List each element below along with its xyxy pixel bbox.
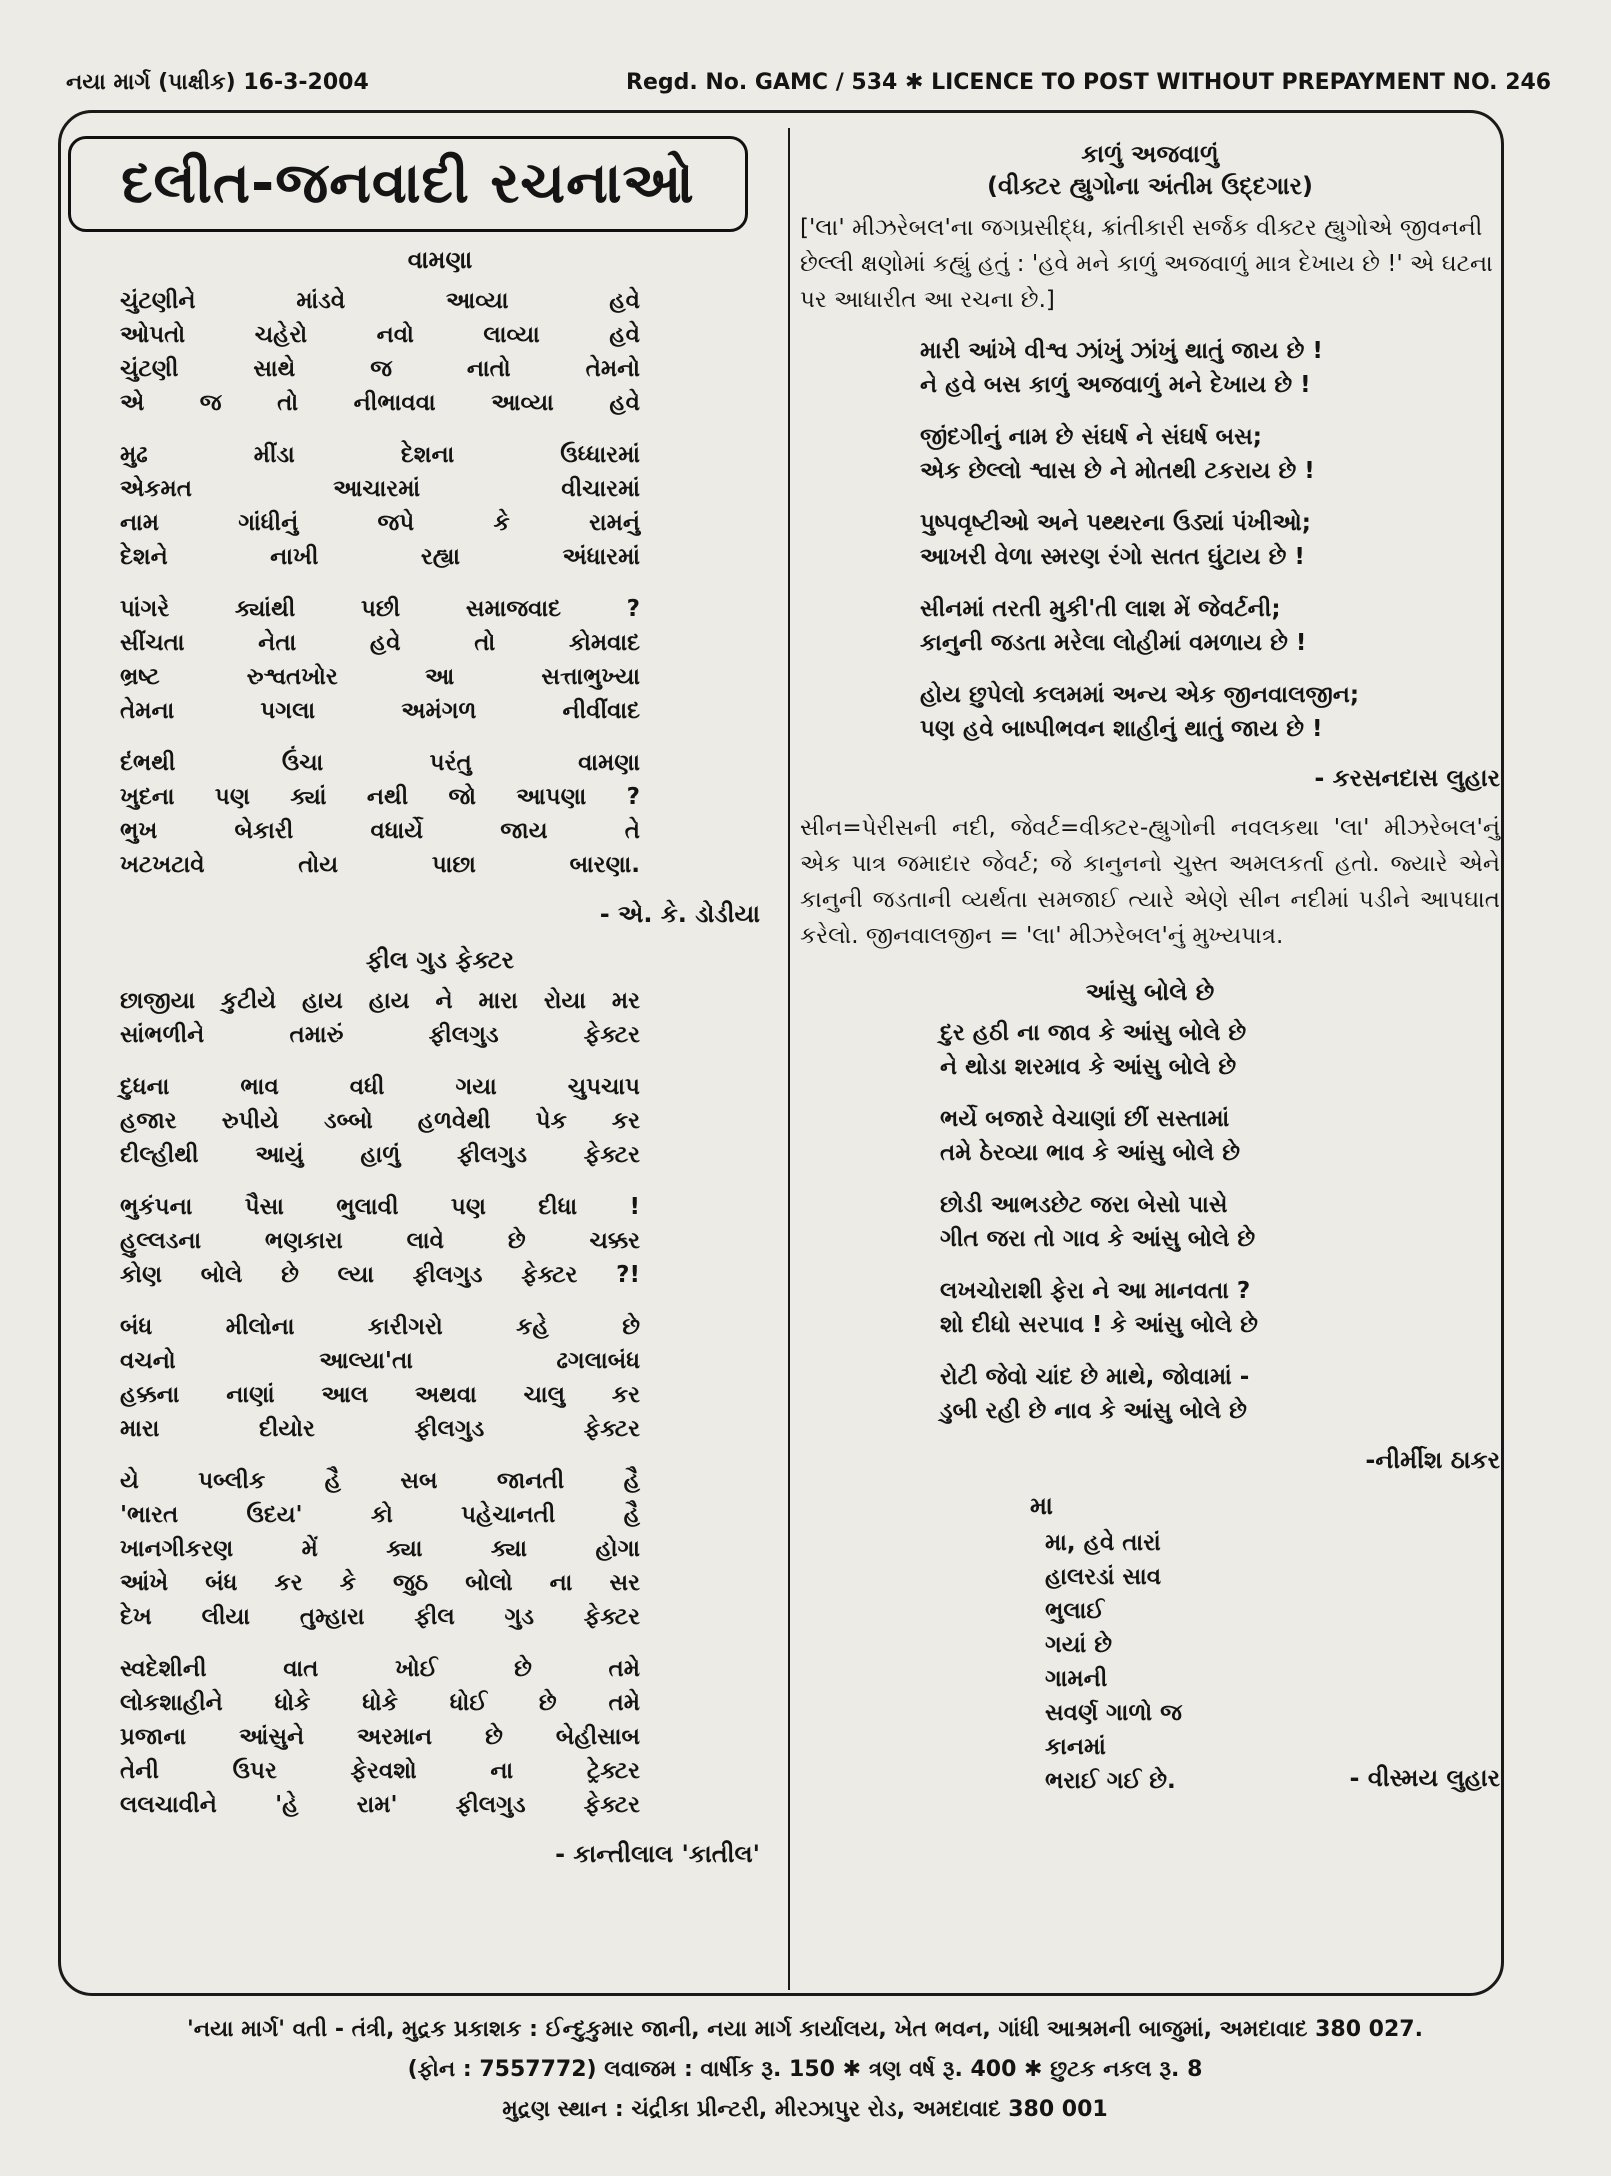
poem-line: શો દીધો સરપાવ ! કે આંસુ બોલે છે <box>940 1312 1258 1338</box>
poem-line: એ જ તો નીભાવવા આવ્યા હવે <box>120 390 640 416</box>
poem-line: આખરી વેળા સ્મરણ રંગો સતત ઘુંટાય છે ! <box>920 544 1305 570</box>
poem-line: હોય છુપેલો કલમમાં અન્ય એક જીનવાલજીન; <box>920 682 1360 708</box>
poem-line: સીંચતા નેતા હવે તો કોમવાદ <box>120 630 640 656</box>
poem-line: તેની ઉપર ફેરવશો ના ટ્રેક્ટર <box>120 1758 640 1784</box>
poem-line: પણ હવે બાષ્પીભવન શાહીનું થાતું જાય છે ! <box>920 716 1323 742</box>
poem-line: હજાર રુપીયે ડબ્બો હળવેથી પેક કર <box>120 1108 640 1134</box>
poem-aansu-bole-chhe <box>800 978 1500 1474</box>
poem-line: દેખ લીયા તુમ્હારા ફીલ ગુડ ફેક્ટર <box>120 1604 640 1630</box>
poem-line: ખટખટાવે તોય પાછા બારણા. <box>120 852 640 878</box>
poem-line: મારા દીયોર ફીલગુડ ફેક્ટર <box>120 1416 640 1442</box>
poem-line: પાંગરે ક્યાંથી પછી સમાજવાદ ? <box>120 596 640 622</box>
stanza <box>120 1070 760 1172</box>
left-column <box>120 244 760 1886</box>
poem-line: સીનમાં તરતી મુકી'તી લાશ મેં જેવર્ટની; <box>920 596 1281 622</box>
poem-line: એકમત આચારમાં વીચારમાં <box>120 476 640 502</box>
poem-author: - એ. કે. ડોડીયા <box>599 900 760 928</box>
section-title: દલીત-જનવાદી રચનાઓ <box>121 151 695 216</box>
poem-title: આંસુ બોલે છે <box>1085 978 1215 1006</box>
poem-line: તેમના પગલા અમંગળ નીવીંવાદ <box>120 698 640 724</box>
poem-author: - કાન્તીલાલ 'કાતીલ' <box>555 1840 760 1868</box>
poem-title: ફીલ ગુડ ફેક્ટર <box>365 946 515 974</box>
poem-line: ચુંટણી સાથે જ નાતો તેમનો <box>120 356 640 382</box>
poem-line: દંભથી ઉંચા પરંતુ વામણા <box>120 750 640 776</box>
poem-line: ગયાં છે <box>1045 1632 1113 1658</box>
column-divider <box>788 128 790 1990</box>
poem-line: ને થોડા શરમાવ કે આંસુ બોલે છે <box>940 1054 1237 1080</box>
poem-stanzas <box>120 284 760 882</box>
stanza <box>120 284 760 420</box>
footer-publisher: 'નયા માર્ગ' વતી - તંત્રી, મુદ્રક પ્રકાશક : ઈન્દુકુમાર જાની, નયા માર્ગ કાર્યાલય, ખેત ભવન, ગાંધી આશ્રમની બાજુમાં, અમદાવાદ 380 027. <box>187 2017 1423 2042</box>
poem-subtitle: (વીક્ટર હ્યુગોના અંતીમ ઉદ્દગાર) <box>986 172 1313 200</box>
stanza <box>120 984 760 1052</box>
stanza <box>120 1652 760 1822</box>
stanza <box>120 1190 760 1292</box>
poem-ma <box>800 1492 1500 1792</box>
poem-line: દેશને નાખી રહ્યા અંધારમાં <box>120 544 640 570</box>
poem-line: ભ્રષ્ટ રુશ્વતખોર આ સત્તાભુખ્યા <box>120 664 640 690</box>
poem-line: ચુંટણીને માંડવે આવ્યા હવે <box>120 288 640 314</box>
poem-line: એક છેલ્લો શ્વાસ છે ને મોતથી ટકરાય છે ! <box>920 458 1315 484</box>
poem-line: ભરાઈ ગઈ છે. <box>1045 1768 1176 1794</box>
poem-line: આંખે બંધ કર કે જુઠ બોલો ના સર <box>120 1570 640 1596</box>
poem-line: ઓપતો ચહેરો નવો લાવ્યા હવે <box>120 322 640 348</box>
poem-line: નામ ગાંધીનું જપે કે રામનું <box>120 510 640 536</box>
poem-author: -નીર્મીશ ઠાકર <box>1365 1446 1500 1474</box>
poem-line: ભુકંપના પૈસા ભુલાવી પણ દીધા ! <box>120 1194 640 1220</box>
poem-kalu-ajvalu <box>800 140 1500 954</box>
poem-line: તમે ઠેરવ્યા ભાવ કે આંસુ બોલે છે <box>940 1140 1240 1166</box>
poem-line: સ્વદેશીની વાત ખોઈ છે તમે <box>120 1656 640 1682</box>
poem-title: મા <box>1030 1492 1053 1520</box>
poem-line: મુઢ મીંડા દેશના ઉધ્ધારમાં <box>120 442 640 468</box>
poem-vamana <box>120 246 760 928</box>
poem-line: સવર્ણ ગાળો જ <box>1045 1700 1182 1726</box>
poem-line: ભુલાઈ <box>1045 1598 1105 1624</box>
poem-line: ગામની <box>1045 1666 1108 1692</box>
poem-line: લોકશાહીને ધોકે ધોકે ધોઈ છે તમે <box>120 1690 640 1716</box>
poem-line: ખુદના પણ ક્યાં નથી જો આપણા ? <box>120 784 640 810</box>
page-footer <box>80 2010 1530 2130</box>
poem-stanzas <box>800 1016 1500 1428</box>
poem-stanzas <box>120 984 760 1822</box>
stanza <box>940 1102 1500 1170</box>
stanza <box>120 438 760 574</box>
stanza <box>940 1188 1500 1256</box>
poem-line: વચનો આલ્યા'તા ઢગલાબંધ <box>120 1348 640 1374</box>
poem-line: લલચાવીને 'હે રામ' ફીલગુડ ફેક્ટર <box>120 1792 640 1818</box>
poem-feel-good-factor <box>120 946 760 1868</box>
poem-line: પુષ્પવૃષ્ટીઓ અને પથ્થરના ઉડ્યાં પંખીઓ; <box>920 510 1311 536</box>
poem-line: હાલરડાં સાવ <box>1045 1564 1162 1590</box>
poem-line: દીલ્હીથી આયું હાળું ફીલગુડ ફેક્ટર <box>120 1142 640 1168</box>
poem-line: કાનુની જડતા મરેલા લોહીમાં વમળાય છે ! <box>920 630 1307 656</box>
poem-author: - કરસનદાસ લુહાર <box>1314 764 1500 792</box>
poem-title: કાળું અજવાળું <box>1081 140 1219 168</box>
poem-intro: ['લા' મીઝરેબલ'ના જગપ્રસીદ્ધ, ક્રાંતીકારી સર્જક વીક્ટર હ્યુગોએ જીવનની છેલ્લી ક્ષણોમાં કહ્યું હતું : 'હવે મને કાળું અજવાળું માત્ર દેખાય છે !' એ ઘટના પર આધારીત આ રચના છે.] <box>800 215 1493 313</box>
poem-line: દુધના ભાવ વધી ગયા ચુપચાપ <box>120 1074 640 1100</box>
poem-line: 'ભારત ઉદય' કો પહેચાનતી હૈ <box>120 1502 640 1528</box>
poem-lines <box>800 1526 1500 1798</box>
poem-line: ભર્યે બજારે વેચાણાં છીં સસ્તામાં <box>940 1106 1230 1132</box>
header-left: નયા માર્ગ (પાક્ષીક) 16-3-2004 <box>66 70 369 95</box>
poem-line: ગીત જરા તો ગાવ કે આંસુ બોલે છે <box>940 1226 1256 1252</box>
poem-line: રોટી જેવો ચાંદ છે માથે, જોવામાં - <box>940 1364 1250 1390</box>
stanza <box>920 678 1500 746</box>
stanza <box>120 1310 760 1446</box>
poem-line: યે પબ્લીક હૈ સબ જાનતી હૈ <box>120 1468 640 1494</box>
poem-line: બંધ મીલોના કારીગરો કહે છે <box>120 1314 640 1340</box>
stanza <box>940 1360 1500 1428</box>
poem-line: ભુખ બેકારી વધાર્યે જાય તે <box>120 818 640 844</box>
stanza <box>920 592 1500 660</box>
poem-stanzas <box>800 334 1500 746</box>
poem-line: કોણ બોલે છે લ્યા ફીલગુડ ફેક્ટર ?! <box>120 1262 640 1288</box>
poem-line: હુલ્લડના ભણકારા લાવે છે ચક્કર <box>120 1228 640 1254</box>
stanza <box>920 506 1500 574</box>
poem-author: - વીસ્મય લુહાર <box>1349 1764 1500 1792</box>
poem-line: લખચોરાશી ફેરા ને આ માનવતા ? <box>940 1278 1251 1304</box>
poem-line: ખાનગીકરણ મેં ક્યા ક્યા હોગા <box>120 1536 640 1562</box>
poem-line: મા, હવે તારાં <box>1045 1530 1161 1556</box>
poem-title: વામણા <box>407 246 473 274</box>
poem-line: છાજીયા કુટીયે હાય હાય ને મારા રોયા મર <box>120 988 640 1014</box>
stanza <box>920 420 1500 488</box>
poem-line: પ્રજાના આંસુને અરમાન છે બેહીસાબ <box>120 1724 640 1750</box>
footer-subscription: (ફોન : 7557772) લવાજમ : વાર્ષીક રૂ. 150 ✱ ત્રણ વર્ષ રૂ. 400 ✱ છુટક નકલ રૂ. 8 <box>407 2057 1203 2082</box>
poem-line: સાંભળીને તમારું ફીલગુડ ફેક્ટર <box>120 1022 640 1048</box>
stanza <box>120 592 760 728</box>
poem-note: સીન=પેરીસની નદી, જેવર્ટ=વીક્ટર-હ્યુગોની નવલકથા 'લા' મીઝરેબલ'નું એક પાત્ર જમાદાર જેવર્ટ; જે કાનુનનો ચુસ્ત અમલકર્તા હતો. જ્યારે એને કાનુની જડતાની વ્યર્થતા સમજાઈ ત્યારે એણે સીન નદીમાં પડીને આપઘાત કરેલો. જીનવાલજીન = 'લા' મીઝરેબલ'નું મુખ્યપાત્ર. <box>800 815 1500 949</box>
stanza <box>940 1274 1500 1342</box>
stanza <box>940 1016 1500 1084</box>
section-title-box <box>68 136 748 232</box>
poem-line: ને હવે બસ કાળું અજવાળું મને દેખાય છે ! <box>920 372 1311 398</box>
stanza <box>920 334 1500 402</box>
poem-line: મારી આંખે વીશ્વ ઝાંખું ઝાંખું થાતું જાય છે ! <box>920 338 1323 364</box>
stanza <box>120 746 760 882</box>
poem-line: હક્કના નાણાં આલ અથવા ચાલુ કર <box>120 1382 640 1408</box>
right-column <box>800 138 1500 1810</box>
poem-line: કાનમાં <box>1045 1734 1106 1760</box>
poem-line: ડુબી રહી છે નાવ કે આંસુ બોલે છે <box>940 1398 1247 1424</box>
header-right: Regd. No. GAMC / 534 ✱ LICENCE TO POST WITHOUT PREPAYMENT NO. 246 <box>626 70 1552 95</box>
poem-line: છોડી આભડછેટ જરા બેસો પાસે <box>940 1192 1228 1218</box>
poem-line: જીંદગીનું નામ છે સંઘર્ષ ને સંઘર્ષ બસ; <box>920 424 1262 450</box>
footer-printer: મુદ્રણ સ્થાન : ચંદ્રીકા પ્રીન્ટરી, મીરઝાપુર રોડ, અમદાવાદ 380 001 <box>502 2097 1108 2122</box>
stanza <box>120 1464 760 1634</box>
poem-line: દુર હઠી ના જાવ કે આંસુ બોલે છે <box>940 1020 1247 1046</box>
